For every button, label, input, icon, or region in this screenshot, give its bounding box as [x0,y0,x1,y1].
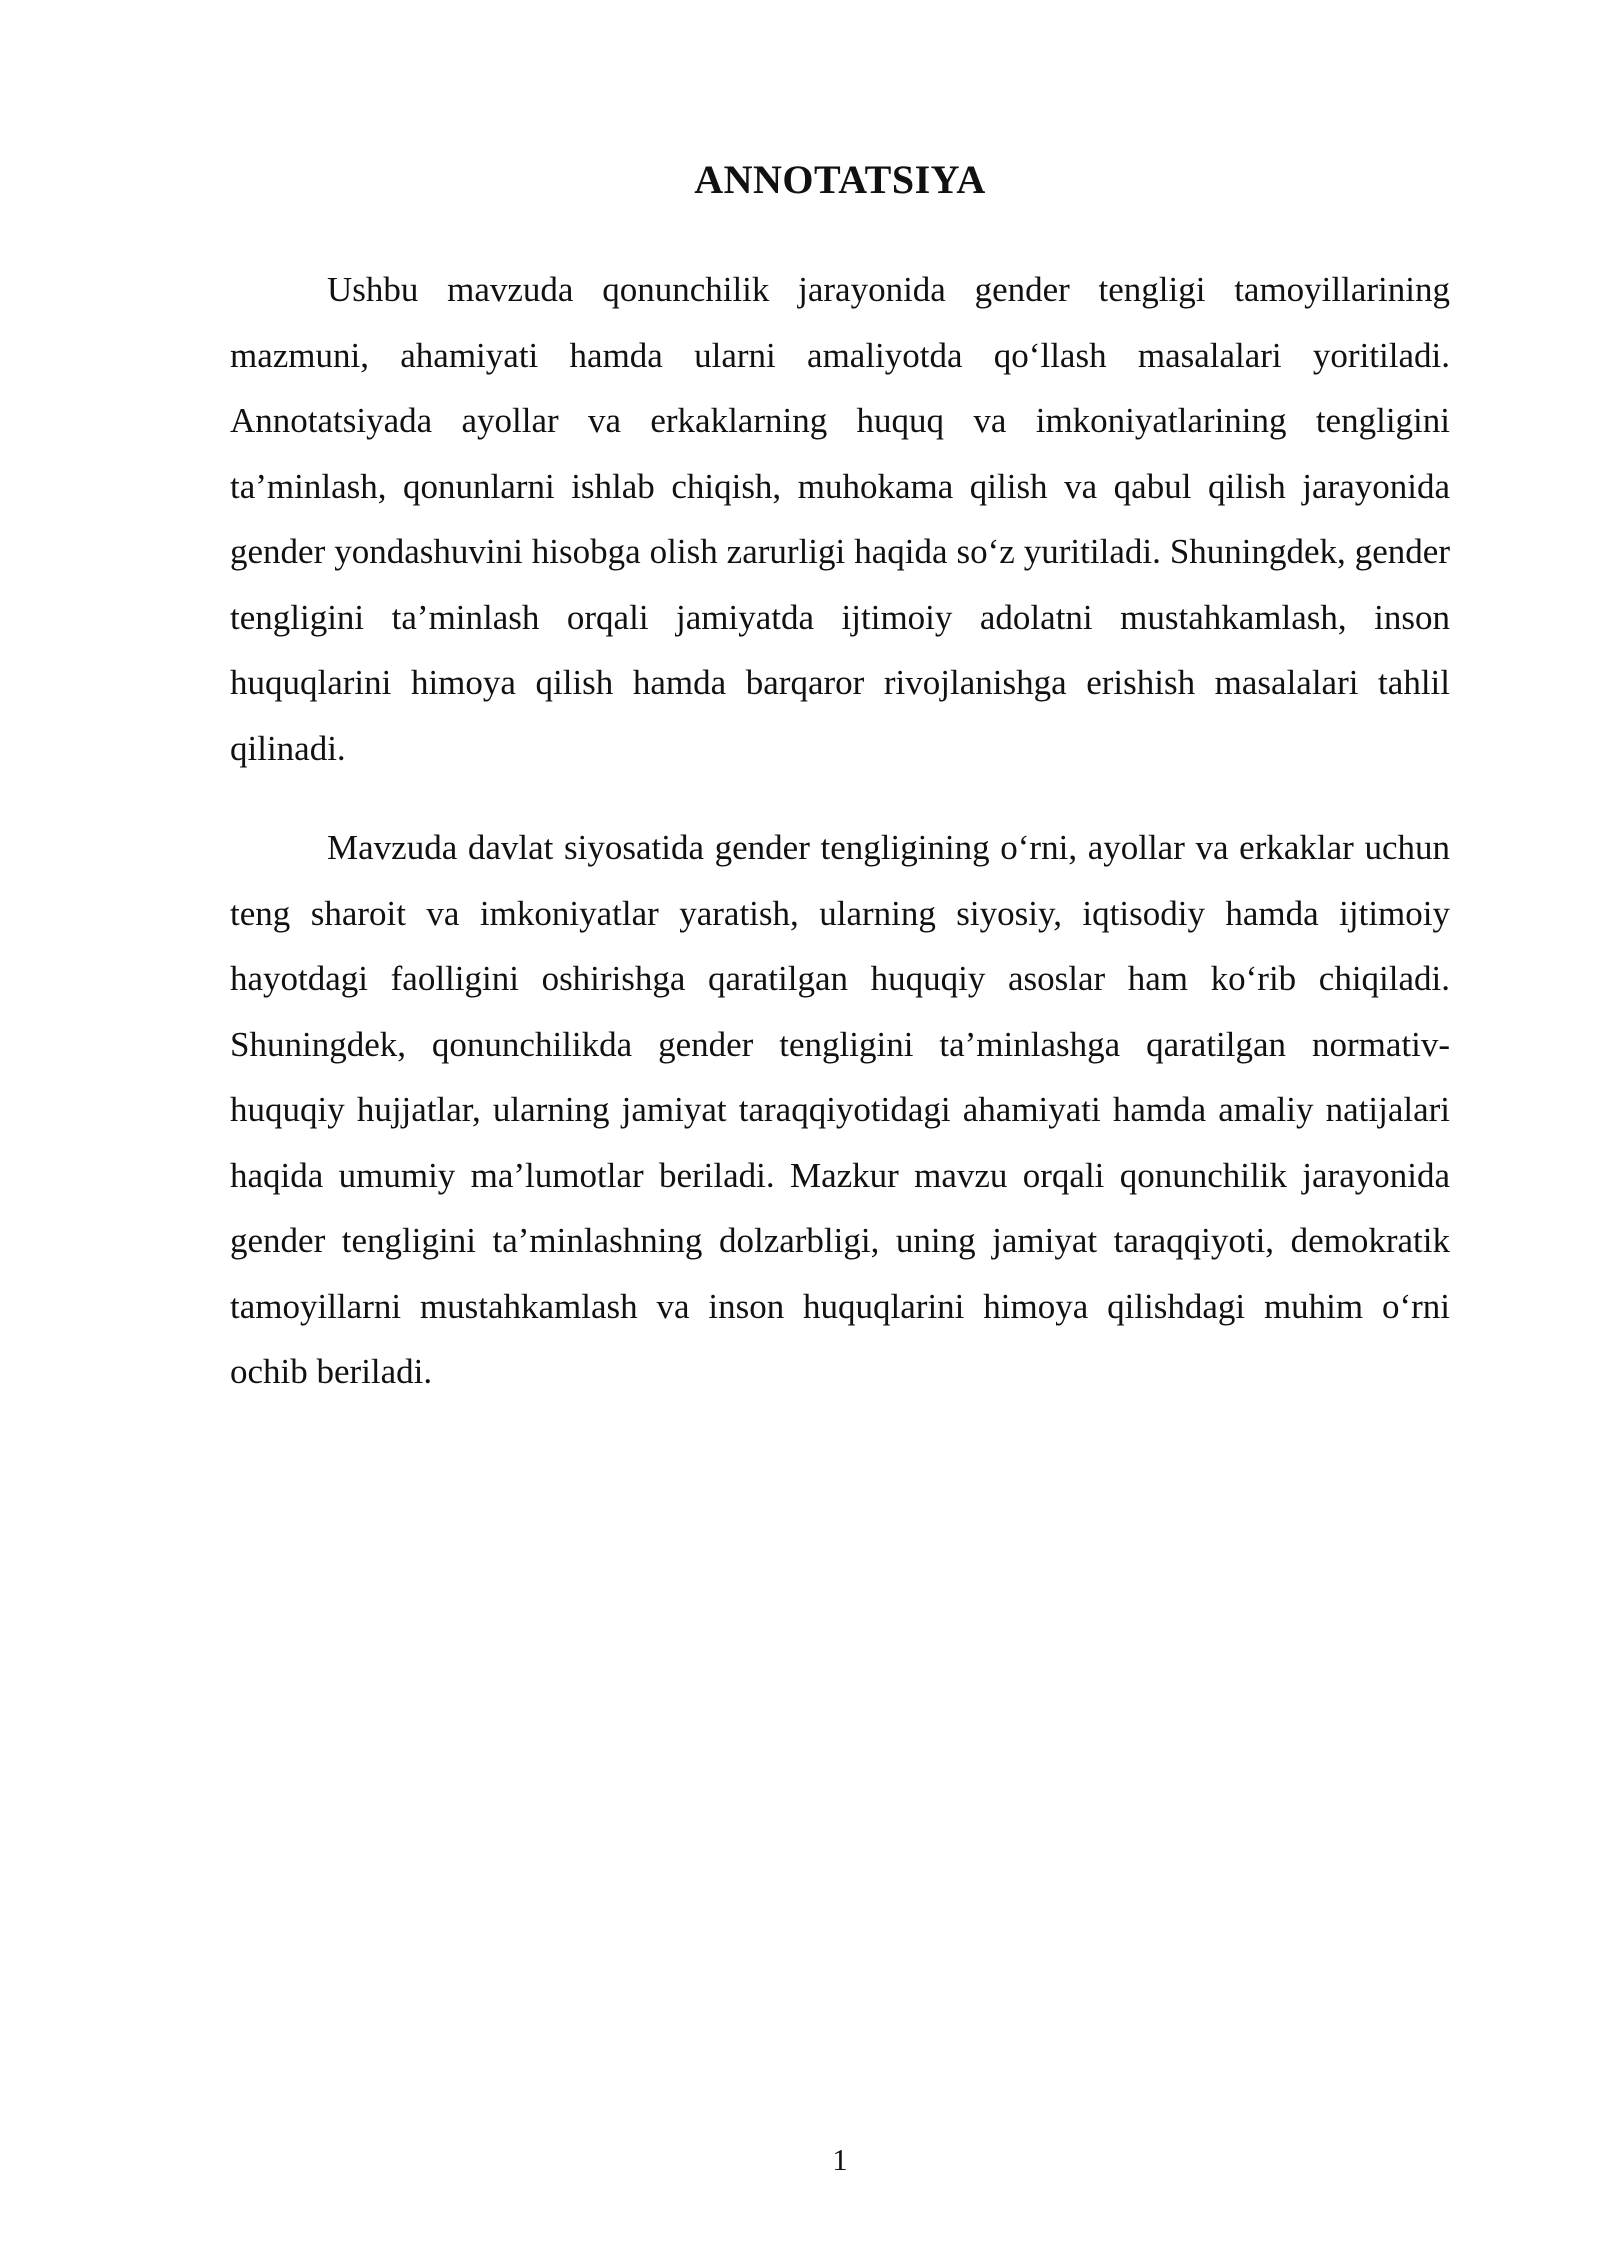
paragraph-2: Mavzuda davlat siyosatida gender tengligining o‘rni, ayollar va erkaklar uchun teng sharoit va imkoniyatlar yaratish, ularning siyosiy, iqtisodiy hamda ijtimoiy hayotdagi faolligini oshirishga qaratilgan huquqiy asoslar ham ko‘rib chiqiladi. Shuningdek, qonunchilikda gender tengligini ta’minlashga qaratilgan normativ-huquqiy hujjatlar, ularning jamiyat taraqqiyotidagi ahamiyati hamda amaliy natijalari haqida umumiy ma’lumotlar beriladi. Mazkur mavzu orqali qonunchilik jarayonida gender tengligini ta’minlashning dolzarbligi, uning jamiyat taraqqiyoti, demokratik tamoyillarni mustahkamlash va inson huquqlarini himoya qilishdagi muhim o‘rni ochib beriladi. [230,828,1450,1391]
page-title: ANNOTATSIYA [694,157,986,202]
paragraph-1: Ushbu mavzuda qonunchilik jarayonida gender tengligi tamoyillarining mazmuni, ahamiyati hamda ularni amaliyotda qo‘llash masalalari yoritiladi. Annotatsiyada ayollar va erkaklarning huquq va imkoniyatlarining tengligini ta’minlash, qonunlarni ishlab chiqish, muhokama qilish va qabul qilish jarayonida gender yondashuvini hisobga olish zarurligi haqida so‘z yuritiladi. Shuningdek, gender tengligini ta’minlash orqali jamiyatda ijtimoiy adolatni mustahkamlash, inson huquqlarini himoya qilish hamda barqaror rivojlanishga erishish masalalari tahlil qilinadi. [230,270,1450,768]
page-number: 1 [832,2142,848,2177]
